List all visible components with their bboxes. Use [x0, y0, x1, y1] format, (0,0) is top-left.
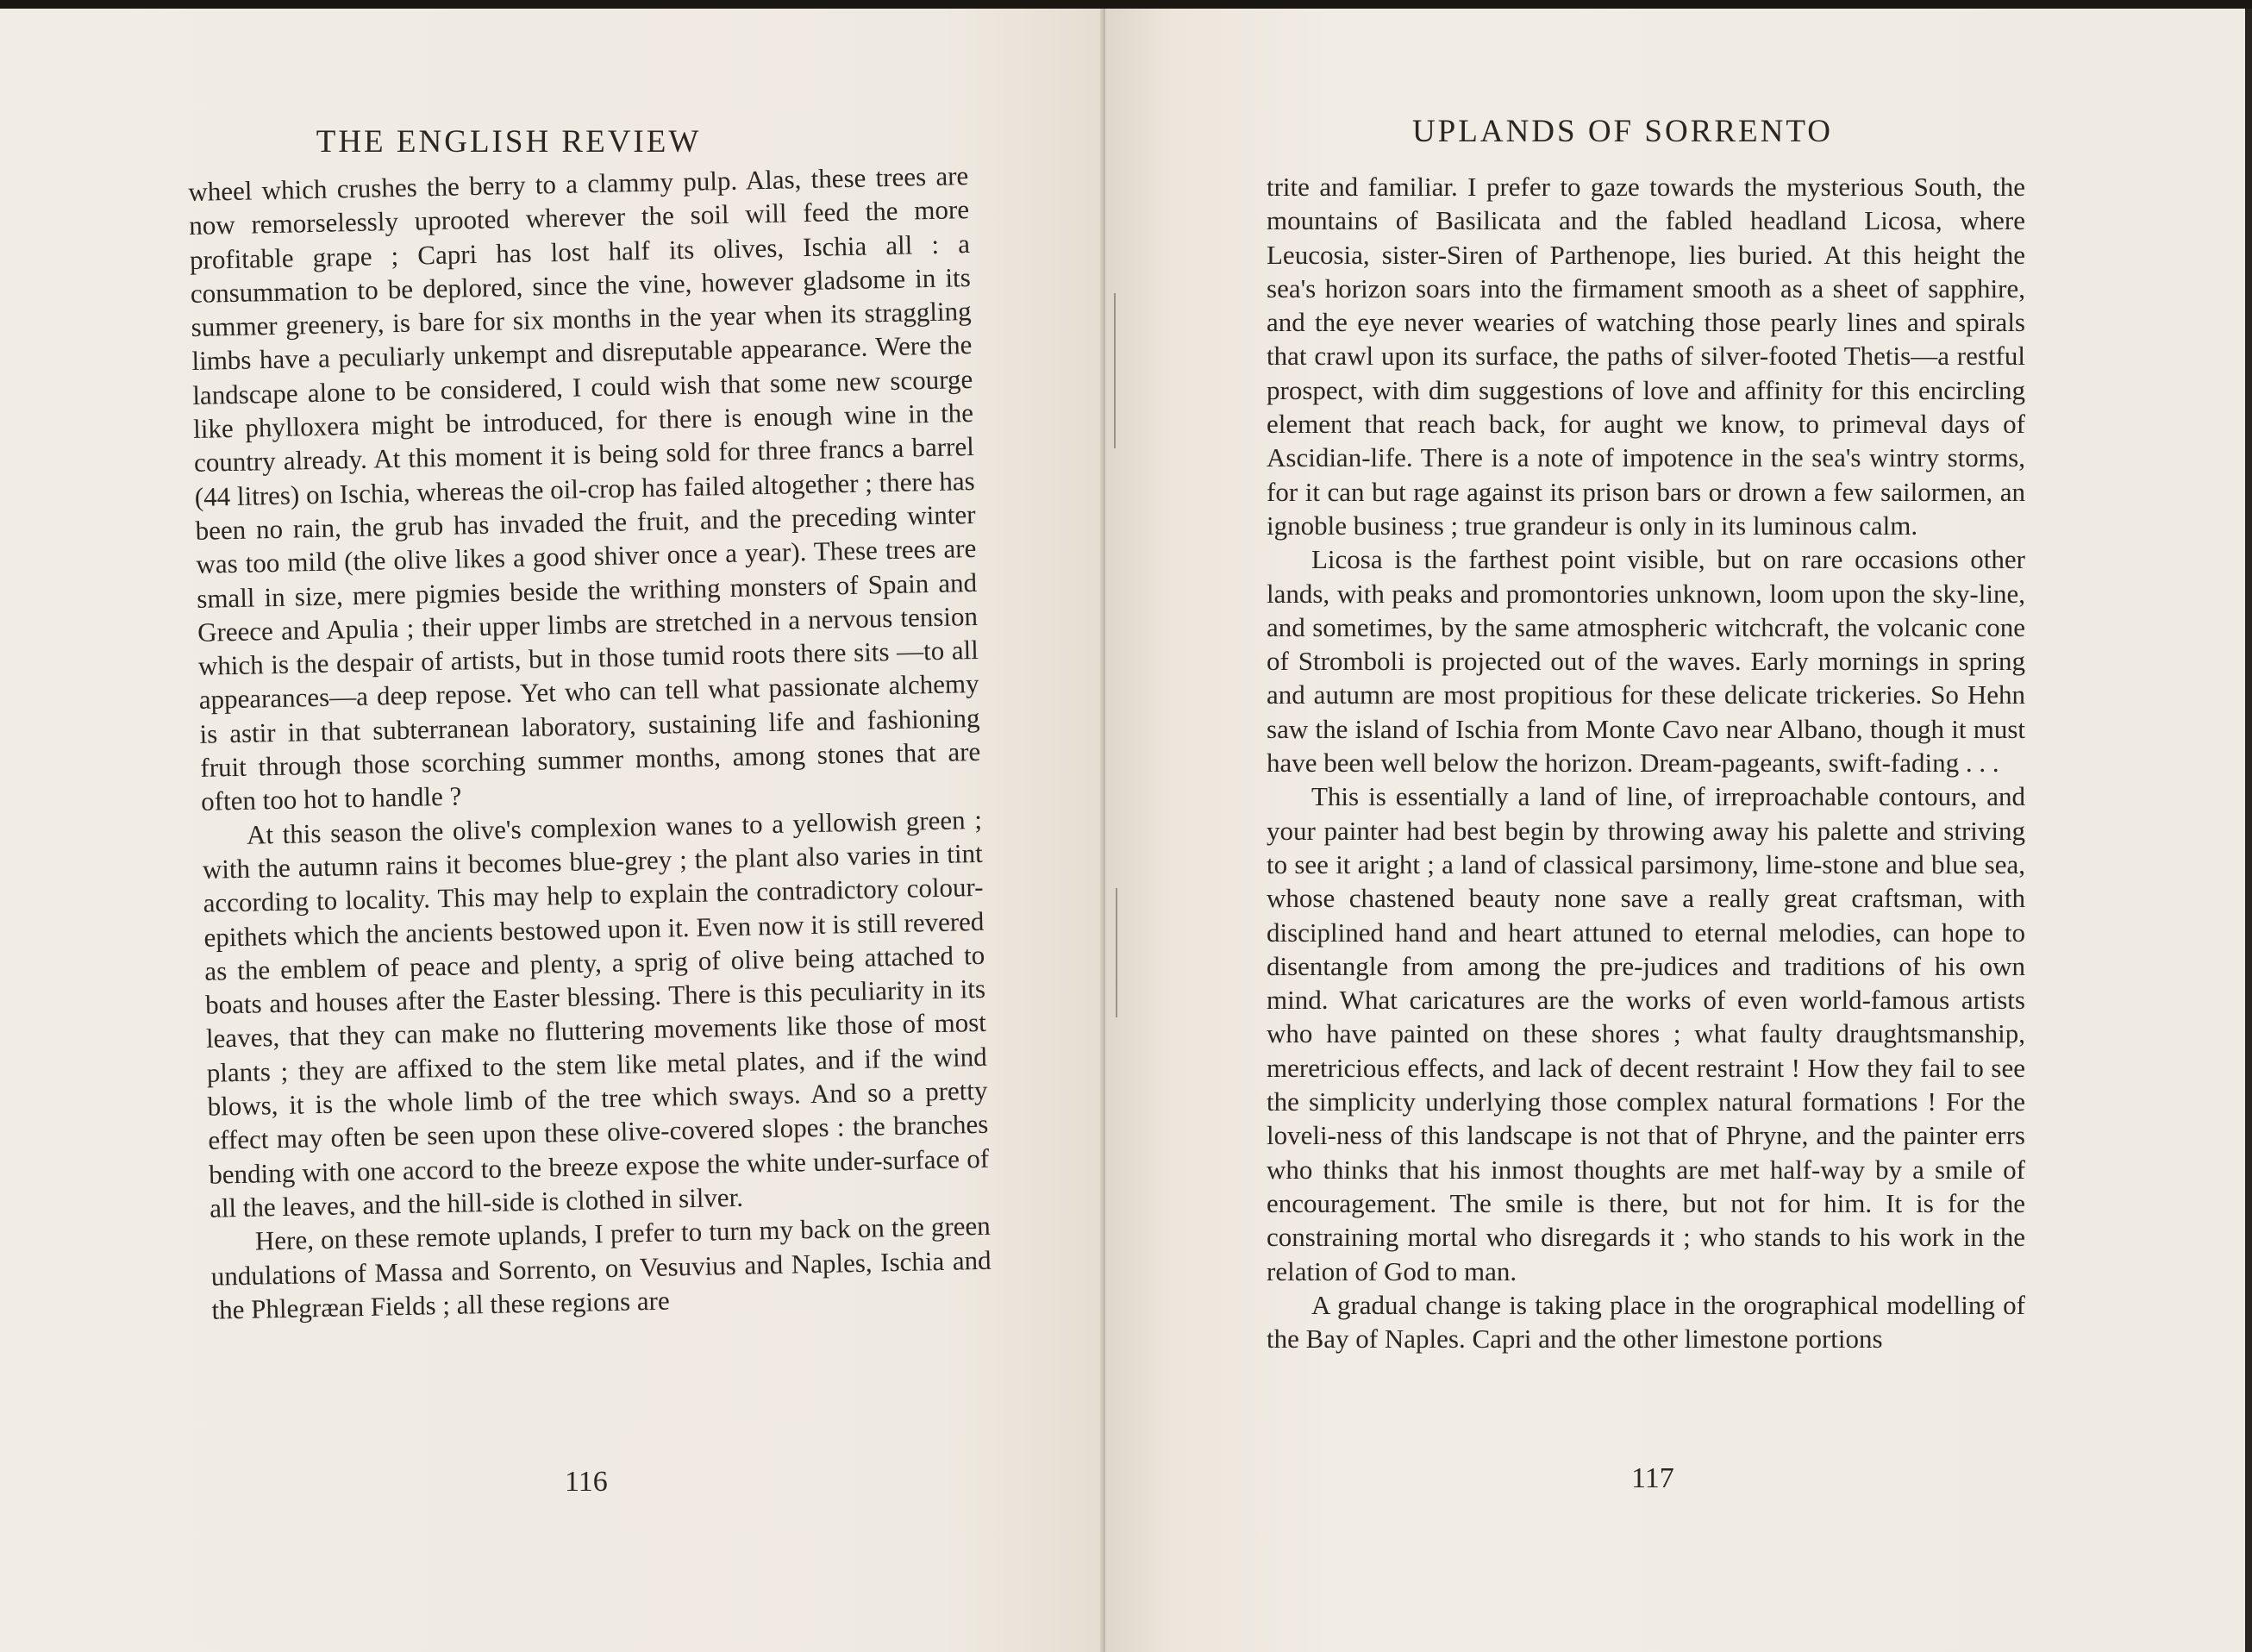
left-paragraph-1: wheel which crushes the berry to a clammy pulp. Alas, these trees are now remorselessly uprooted wherever the soil will feed the more profitable grape ; Capri has lost half its olives, Ischia all : a consummation to be deplored, since the vine, however gladsome in its summer greenery, is bare for six months in the year when its straggling limbs have a peculiarly unkempt and disreputable appearance. Were the landscape alone to be considered, I could wish that some new scourge like phylloxera might be introduced, for there is enough wine in the country already. At this moment it is being sold for three francs a barrel (44 litres) on Ischia, whereas the oil-crop has failed altogether ; there has been no rain, the grub has invaded the fruit, and the preceding winter was too mild (the olive likes a good shiver once a year). These trees are small in size, mere pigmies beside the writhing monsters of Spain and Greece and Apulia ; their upper limbs are stretched in a nervous tension which is the despair of artists, but in those tumid roots there sits —to all appearances—a deep repose. Yet who can tell what passionate alchemy is astir in that subterranean laboratory, sustaining life and fashioning fruit through those scorching summer months, among stones that are often too hot to handle ?	[188, 160, 981, 817]
right-paragraph-4: A gradual change is taking place in the orographical modelling of the Bay of Naples. Capri and the other limestone portions	[1267, 1289, 2025, 1355]
left-paragraph-3: Here, on these remote uplands, I prefer to turn my back on the green undulations of Massa and Sorrento, on Vesuvius and Naples, Ischia and the Phlegræan Fields ; all these regions are	[210, 1210, 992, 1325]
left-page	[0, 9, 1105, 1652]
binding-mark	[1116, 888, 1117, 1017]
running-head-right: UPLANDS OF SORRENTO	[1411, 114, 1834, 149]
page-number-right: 117	[1631, 1462, 1674, 1494]
left-paragraph-2: At this season the olive's complexion wanes to a yellowish green ; with the autumn rains it becomes blue-grey ; the plant also varies in tint according to locality. This may help to explain the contradictory colour-epithets which the ancients bestowed upon it. Even now it is still revered as the emblem of peace and plenty, a sprig of olive being attached to boats and houses after the Easter blessing. There is this peculiarity in its leaves, that they can make no fluttering movements like those of most plants ; they are affixed to the stem like metal plates, and if the wind blows, it is the whole limb of the tree which sways. And so a pretty effect may often be seen upon these olive-covered slopes : the branches bending with one accord to the breeze expose the white under-surface of all the leaves, and the hill-side is clothed in silver.	[202, 804, 990, 1223]
running-head-left: THE ENGLISH REVIEW	[316, 124, 702, 160]
right-page	[1105, 9, 2252, 1652]
right-page-text	[1267, 170, 2025, 1355]
left-page-text	[188, 159, 992, 1327]
page-edge-shadow	[2245, 9, 2252, 1652]
binding-mark	[1114, 293, 1116, 448]
right-paragraph-1: trite and familiar. I prefer to gaze towards the mysterious South, the mountains of Basilicata and the fabled headland Licosa, where Leucosia, sister-Siren of Parthenope, lies buried. At this height the sea's horizon soars into the firmament smooth as a sheet of sapphire, and the eye never wearies of watching those pearly lines and spirals that crawl upon its surface, the paths of silver-footed Thetis—a restful prospect, with dim suggestions of love and affinity for this encircling element that reach back, for aught we know, to primeval days of Ascidian-life. There is a note of impotence in the sea's wintry storms, for it can but rage against its prison bars or drown a few sailormen, an ignoble business ; true grandeur is only in its luminous calm.	[1267, 172, 2025, 541]
right-paragraph-3: This is essentially a land of line, of irreproachable contours, and your painter had best begin by throwing away his palette and striving to see it aright ; a land of classical parsimony, lime-stone and blue sea, whose chastened beauty none save a really great craftsman, with disciplined hand and heart attuned to eternal melodies, can hope to disentangle from among the pre-judices and traditions of his own mind. What caricatures are the works of even world-famous artists who have painted on these shores ; what faulty draughtsmanship, meretricious effects, and lack of decent restraint ! How they fail to see the simplicity underlying those complex natural formations ! For the loveli-ness of this landscape is not that of Phryne, and the painter errs who thinks that his inmost thoughts are met half-way by a smile of encouragement. The smile is there, but not for him. It is for the constraining mortal who disregards it ; who stands to his work in the relation of God to man.	[1267, 781, 2025, 1286]
book-spread	[0, 9, 2252, 1652]
right-paragraph-2: Licosa is the farthest point visible, but on rare occasions other lands, with peaks and promontories unknown, loom upon the sky-line, and sometimes, by the same atmospheric witchcraft, the volcanic cone of Stromboli is projected out of the waves. Early mornings in spring and autumn are most propitious for these delicate trickeries. So Hehn saw the island of Ischia from Monte Cavo near Albano, though it must have been well below the horizon. Dream-pageants, swift-fading . . .	[1267, 544, 2025, 779]
page-number-left: 116	[565, 1466, 608, 1498]
